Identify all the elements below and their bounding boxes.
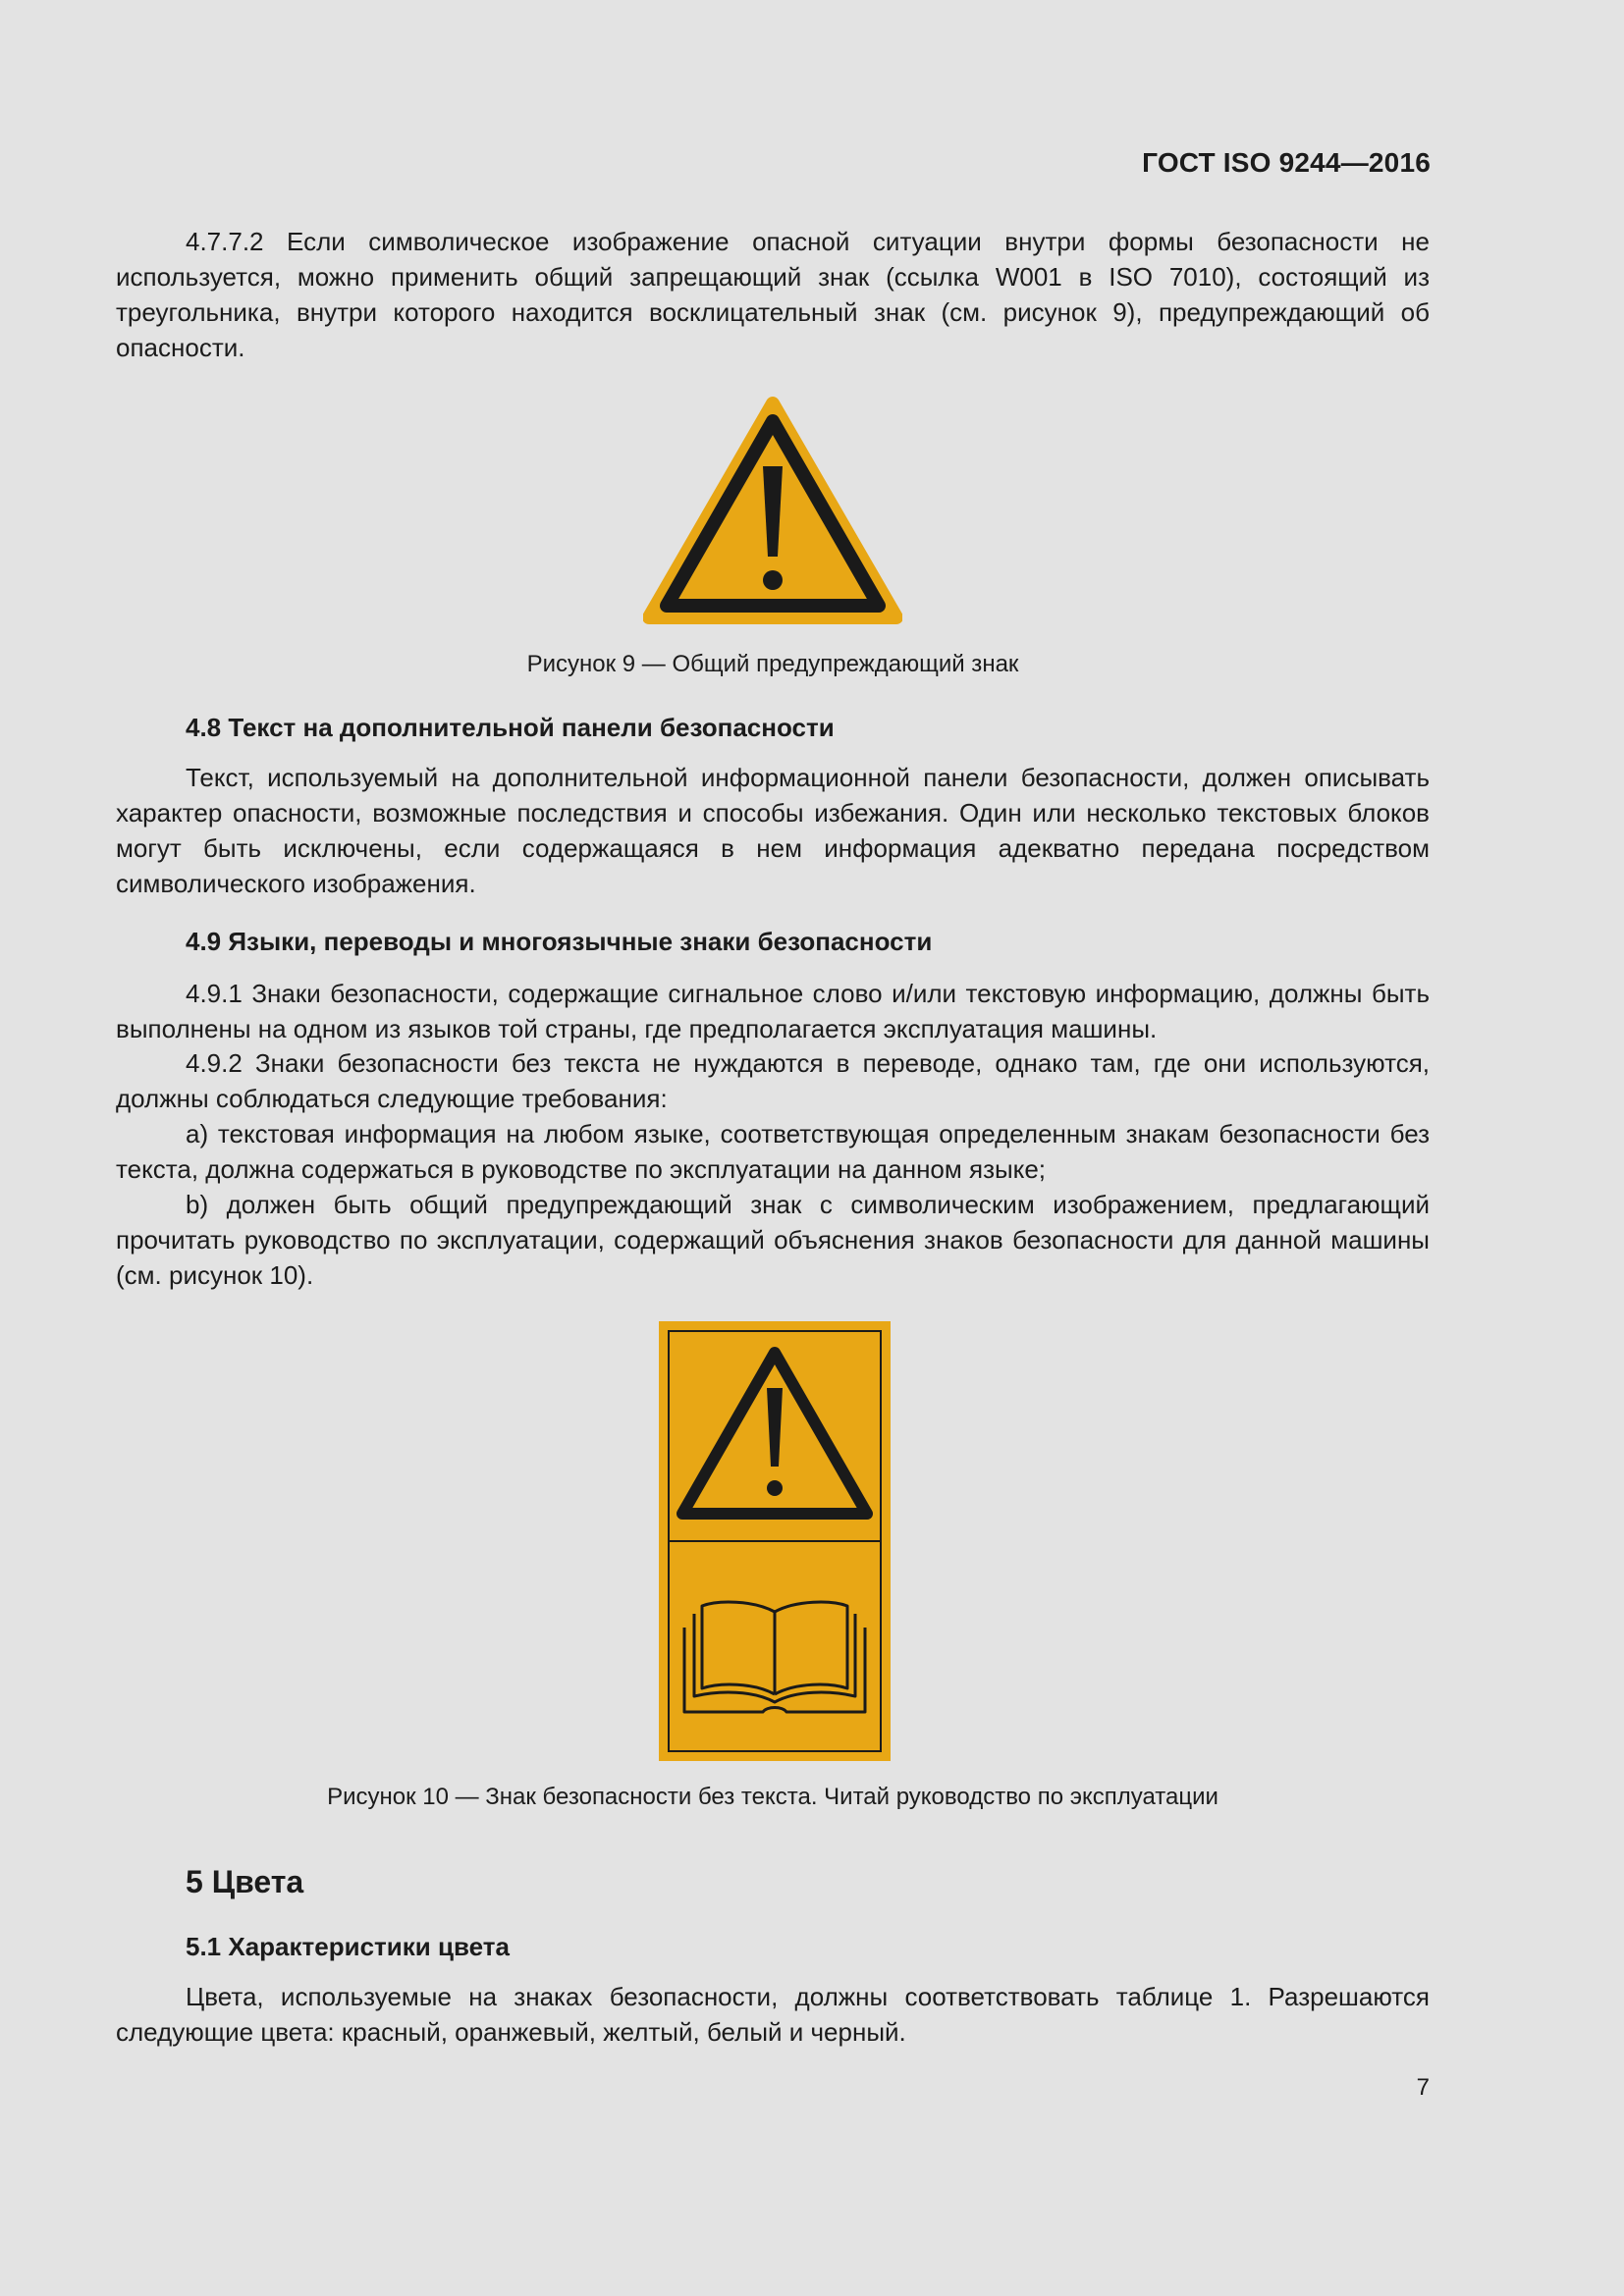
- paragraph-4-7-7-2: 4.7.7.2 Если символическое изображение опасной ситуации внутри формы безопасности не используется, можно применить общий запрещающий знак (ссылка W001 в ISO 7010), состоящий из треугольника, внутри которого находится восклицательный знак (см. рисунок 9), предупреждающий об опасности.: [116, 227, 1430, 362]
- paragraph-4-9-2: 4.9.2 Знаки безопасности без текста не нуждаются в переводе, однако там, где они используются, должны соблюдаться следующие требования:: [116, 1048, 1430, 1113]
- section-5-heading: 5 Цвета: [186, 1864, 304, 1899]
- list-item-a: a) текстовая информация на любом языке, соответствующая определенным знакам безопасности без текста, должна содержаться в руководстве по эксплуатации на данном языке;: [116, 1119, 1430, 1184]
- section-5-1-text: Цвета, используемые на знаках безопасности, должны соответствовать таблице 1. Разрешаются следующие цвета: красный, оранжевый, желтый, белый и черный.: [116, 1982, 1430, 2047]
- document-code-header: ГОСТ ISO 9244—2016: [1142, 147, 1431, 178]
- figure-9-caption: Рисунок 9 — Общий предупреждающий знак: [526, 651, 1019, 677]
- section-5-1-heading: 5.1 Характеристики цвета: [186, 1932, 510, 1961]
- section-4-9-heading: 4.9 Языки, переводы и многоязычные знаки безопасности: [186, 927, 933, 956]
- section-4-8-text: Текст, используемый на дополнительной информационной панели безопасности, должен описывать характер опасности, возможные последствия и способы избежания. Один или несколько текстовых блоков могут быть исключены, если содержащаяся в нем информация адекватно передана посредством символического изображения.: [116, 763, 1430, 898]
- list-item-b: b) должен быть общий предупреждающий знак с символическим изображением, предлагающий прочитать руководство по эксплуатации, содержащий объяснения знаков безопасности для данной машины (см. рисунок 10).: [116, 1190, 1430, 1290]
- section-4-8-heading: 4.8 Текст на дополнительной панели безопасности: [186, 713, 835, 742]
- warning-sign-icon: [643, 396, 902, 627]
- read-manual-sign: [659, 1321, 891, 1761]
- paragraph-4-9-1: 4.9.1 Знаки безопасности, содержащие сигнальное слово и/или текстовую информацию, должны быть выполнены на одном из языков той страны, где предполагается эксплуатация машины.: [116, 979, 1430, 1043]
- page-number: 7: [1416, 2074, 1430, 2101]
- figure-10-caption: Рисунок 10 — Знак безопасности без текста. Читай руководство по эксплуатации: [327, 1784, 1218, 1810]
